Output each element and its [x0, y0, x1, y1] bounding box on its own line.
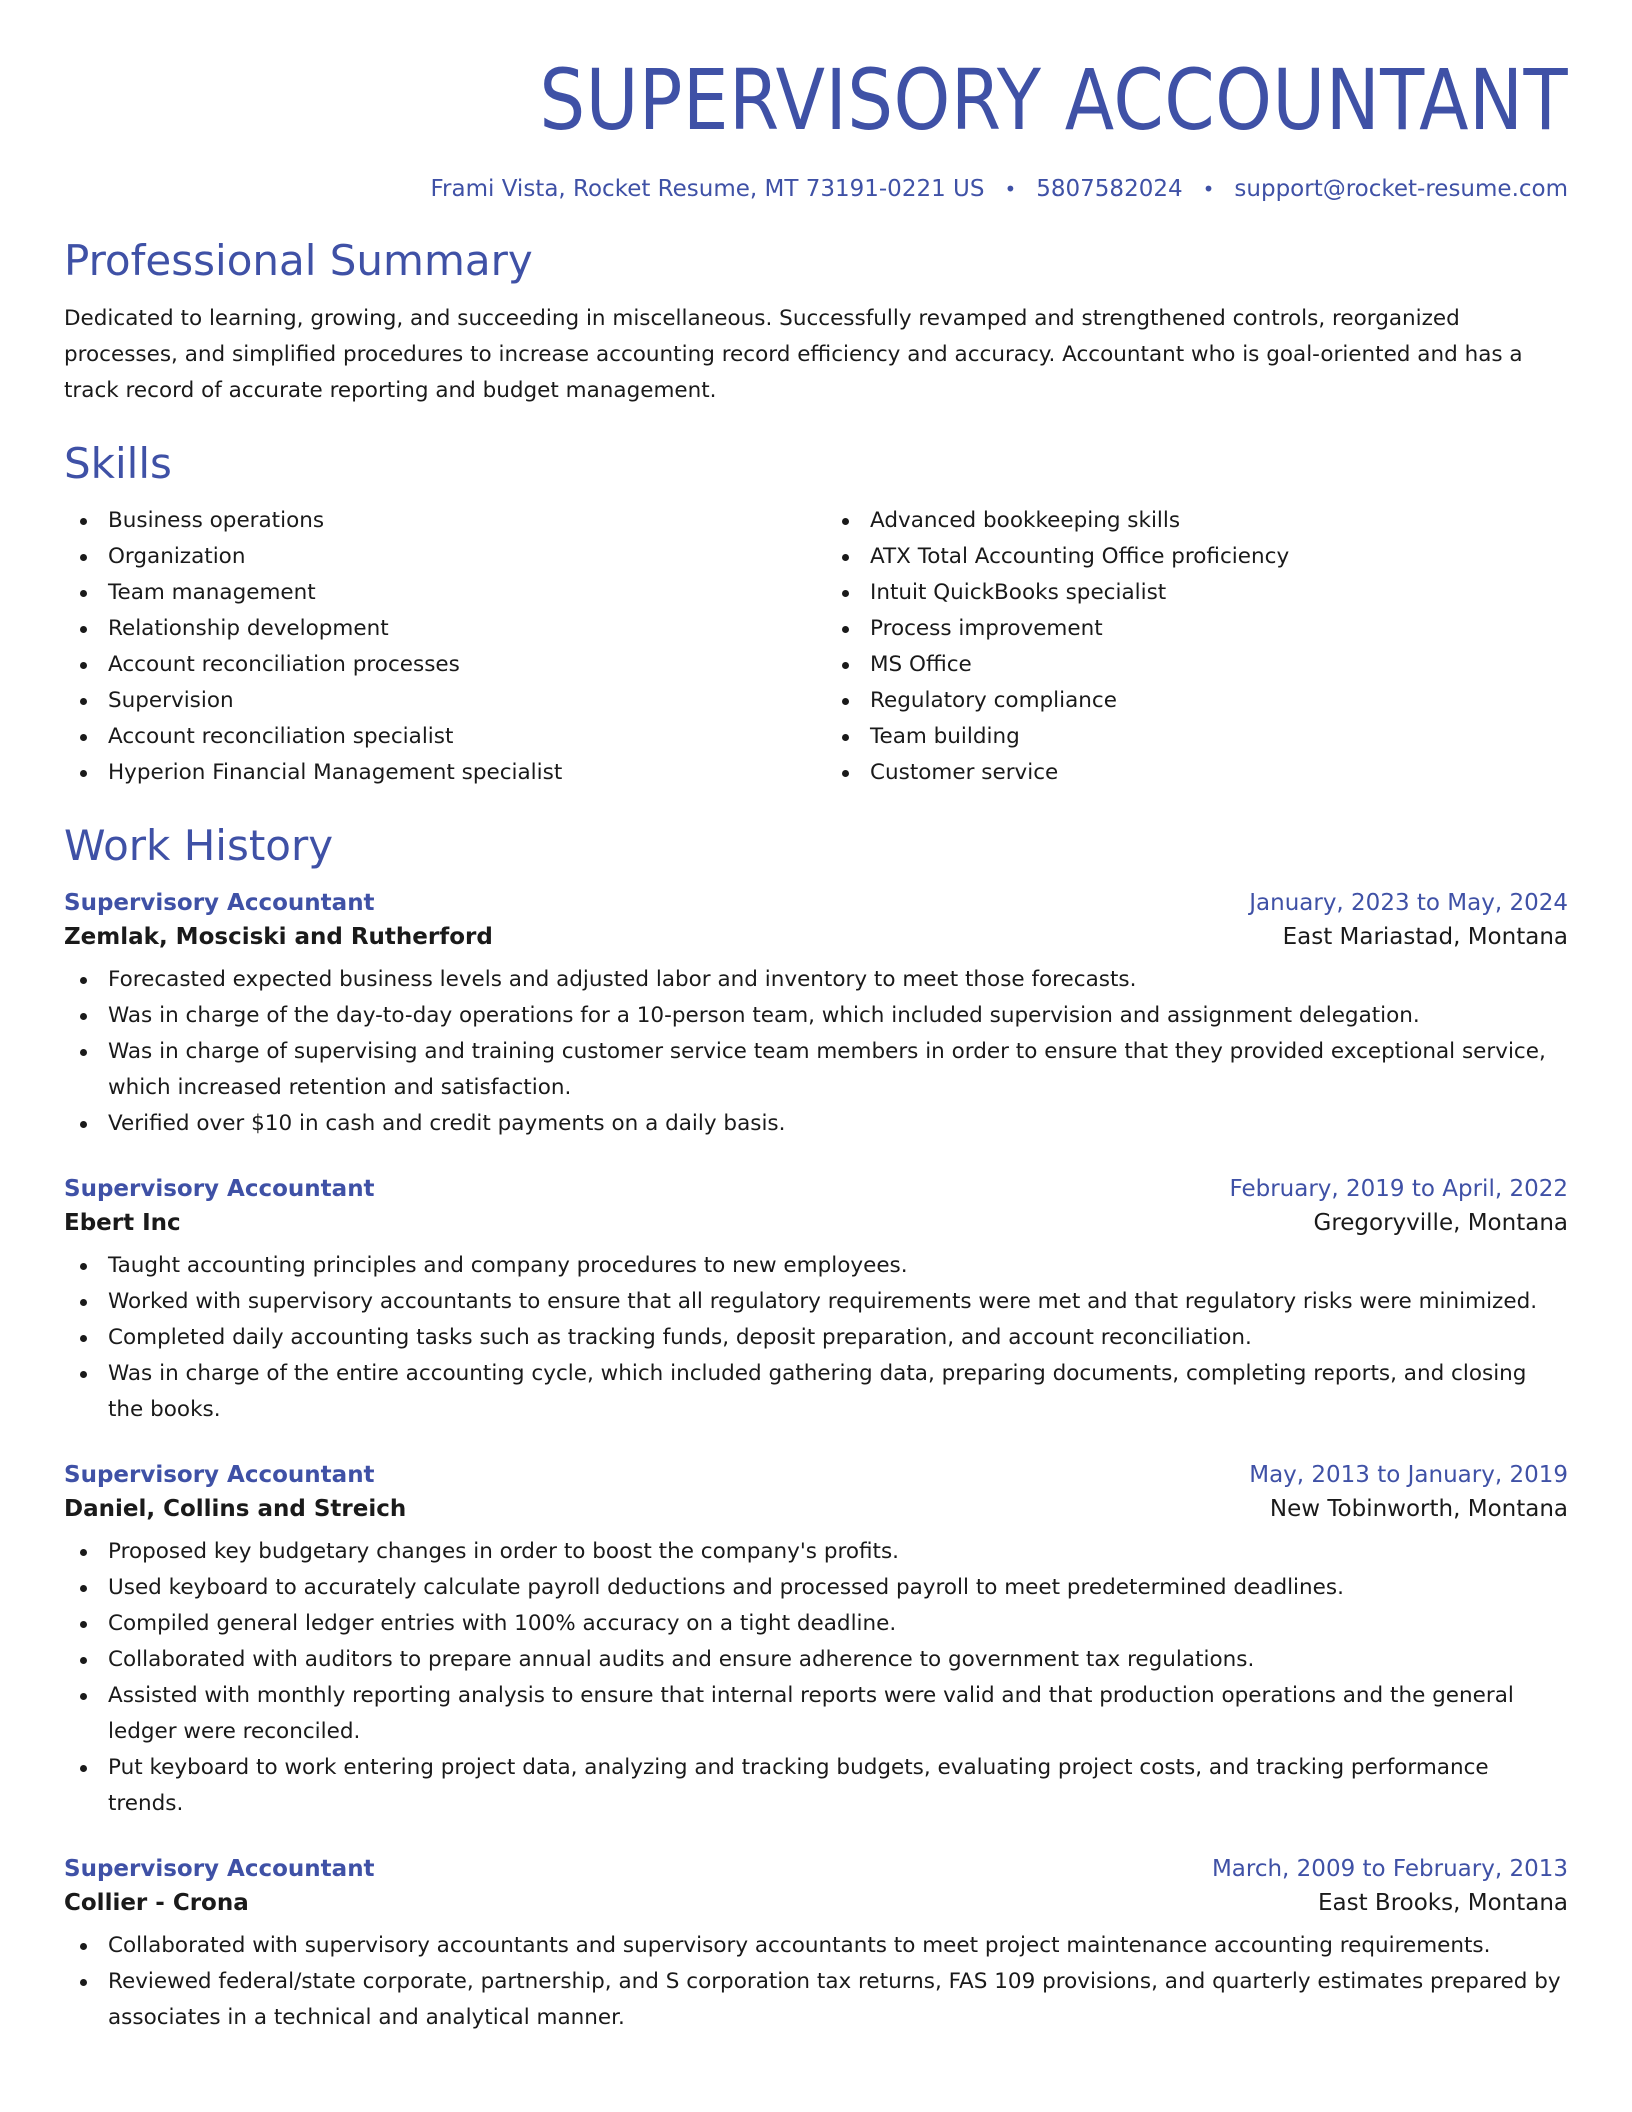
job-bullet: Forecasted expected business levels and adjusted labor and inventory to meet those forecasts. [64, 962, 1568, 998]
job-dates: February, 2019 to April, 2022 [1229, 1175, 1568, 1202]
job-title: Supervisory Accountant [64, 1461, 375, 1488]
job-entry [64, 890, 1568, 1142]
skill-item: Customer service [826, 755, 1568, 791]
job-bullets [64, 962, 1568, 1142]
job-company-row [64, 1210, 1568, 1236]
job-entry [64, 1462, 1568, 1822]
job-company: Zemlak, Mosciski and Rutherford [64, 923, 493, 950]
section-heading: Work History [64, 821, 334, 871]
job-title-row [64, 1176, 1568, 1202]
job-bullet: Verified over $10 in cash and credit payments on a daily basis. [64, 1106, 1568, 1142]
job-company-row [64, 924, 1568, 950]
job-company: Daniel, Collins and Streich [64, 1495, 407, 1522]
summary-text: Dedicated to learning, growing, and succeeding in miscellaneous. Successfully revamped and strengthened controls, reorganized processes, and simplified procedures to increase accounting record efficiency and accuracy. Accountant who is goal-oriented and has a track record of accurate reporting and budget management. [64, 305, 1523, 403]
skill-item: Business operations [64, 503, 806, 539]
job-title-row [64, 1462, 1568, 1488]
skill-item: Team management [64, 575, 806, 611]
contact-separator: • [1202, 177, 1215, 202]
skill-item: Organization [64, 539, 806, 575]
section-heading: Skills [64, 438, 172, 488]
job-dates: March, 2009 to February, 2013 [1211, 1855, 1568, 1882]
job-title-row [64, 890, 1568, 916]
skill-item: ATX Total Accounting Office proficiency [826, 539, 1568, 575]
skills-section [64, 439, 1568, 791]
skill-item: Intuit QuickBooks specialist [826, 575, 1568, 611]
job-bullet: Taught accounting principles and company procedures to new employees. [64, 1248, 1568, 1284]
job-bullet: Collaborated with supervisory accountants and supervisory accountants to meet project maintenance accounting requirements. [64, 1928, 1568, 1964]
resume-header [64, 51, 1568, 203]
skills-grid [64, 503, 1568, 791]
job-bullets [64, 1928, 1568, 2036]
job-bullet: Was in charge of the entire accounting cycle, which included gathering data, preparing documents, completing reports, and closing the books. [64, 1356, 1568, 1428]
job-bullet: Put keyboard to work entering project data, analyzing and tracking budgets, evaluating project costs, and tracking performance trends. [64, 1750, 1568, 1822]
job-title: Supervisory Accountant [64, 1855, 375, 1882]
professional-summary-section [64, 236, 1568, 408]
job-title: Supervisory Accountant [64, 1175, 375, 1202]
job-company-row [64, 1496, 1568, 1522]
job-bullet: Proposed key budgetary changes in order to boost the company's profits. [64, 1534, 1568, 1570]
job-location: East Brooks, Montana [1317, 1889, 1568, 1916]
job-bullet: Was in charge of supervising and training customer service team members in order to ensure that they provided exceptional service, which increased retention and satisfaction. [64, 1034, 1568, 1106]
skill-item: Relationship development [64, 611, 806, 647]
job-bullet: Compiled general ledger entries with 100% accuracy on a tight deadline. [64, 1606, 1568, 1642]
job-bullets [64, 1534, 1568, 1822]
job-bullet: Reviewed federal/state corporate, partnership, and S corporation tax returns, FAS 109 provisions, and quarterly estimates prepared by associates in a technical and analytical manner. [64, 1964, 1568, 2036]
job-entry [64, 1176, 1568, 1428]
candidate-name: SUPERVISORY ACCOUNTANT [539, 51, 1568, 149]
job-bullet: Worked with supervisory accountants to ensure that all regulatory requirements were met and that regulatory risks were minimized. [64, 1284, 1568, 1320]
skill-item: Process improvement [826, 611, 1568, 647]
skills-list-left [64, 503, 806, 791]
contact-address: Frami Vista, Rocket Resume, MT 73191-0221 US [430, 176, 985, 203]
skill-item: Team building [826, 719, 1568, 755]
job-dates: May, 2013 to January, 2019 [1249, 1461, 1568, 1488]
contact-line [64, 176, 1568, 202]
job-dates: January, 2023 to May, 2024 [1249, 889, 1568, 916]
job-bullet: Collaborated with auditors to prepare annual audits and ensure adherence to government tax regulations. [64, 1642, 1568, 1678]
job-company: Collier - Crona [64, 1889, 249, 1916]
job-location: Gregoryville, Montana [1313, 1209, 1568, 1236]
contact-email: support@rocket-resume.com [1234, 176, 1568, 203]
skill-item: Supervision [64, 683, 806, 719]
job-bullet: Used keyboard to accurately calculate payroll deductions and processed payroll to meet predetermined deadlines. [64, 1570, 1568, 1606]
skill-item: Account reconciliation processes [64, 647, 806, 683]
job-company: Ebert Inc [64, 1209, 181, 1236]
job-entry [64, 1856, 1568, 2036]
skill-item: Regulatory compliance [826, 683, 1568, 719]
skill-item: Hyperion Financial Management specialist [64, 755, 806, 791]
skill-item: Account reconciliation specialist [64, 719, 806, 755]
job-bullet: Completed daily accounting tasks such as tracking funds, deposit preparation, and account reconciliation. [64, 1320, 1568, 1356]
contact-phone: 5807582024 [1036, 176, 1183, 203]
skill-item: MS Office [826, 647, 1568, 683]
job-title: Supervisory Accountant [64, 889, 375, 916]
work-history-section [64, 821, 1568, 2035]
job-location: East Mariastad, Montana [1282, 923, 1568, 950]
skill-item: Advanced bookkeeping skills [826, 503, 1568, 539]
section-heading: Professional Summary [64, 236, 533, 286]
job-bullets [64, 1248, 1568, 1428]
skills-list-right [826, 503, 1568, 791]
job-company-row [64, 1890, 1568, 1916]
job-location: New Tobinworth, Montana [1269, 1495, 1568, 1522]
contact-separator: • [1004, 177, 1017, 202]
job-bullet: Assisted with monthly reporting analysis to ensure that internal reports were valid and that production operations and the general ledger were reconciled. [64, 1678, 1568, 1750]
job-title-row [64, 1856, 1568, 1882]
job-bullet: Was in charge of the day-to-day operations for a 10-person team, which included supervision and assignment delegation. [64, 998, 1568, 1034]
